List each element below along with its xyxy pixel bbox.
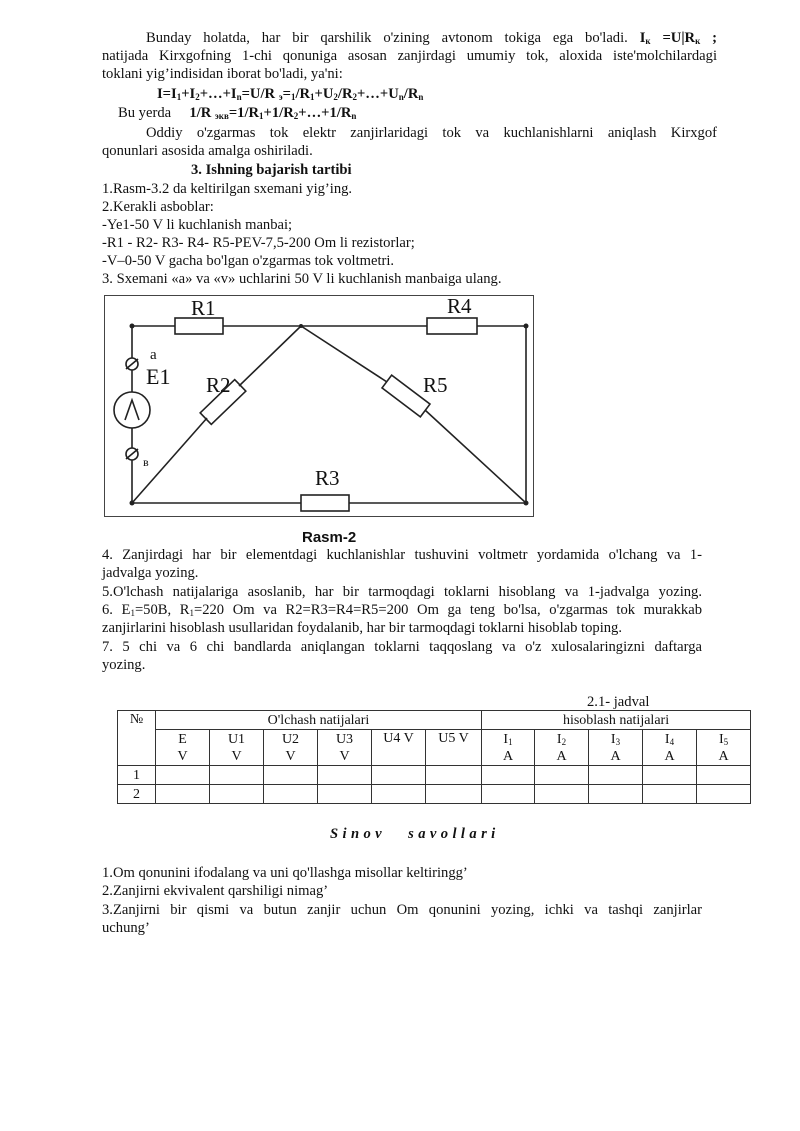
label-r3: R3 [315,466,340,490]
formula-equivalent-resistance: Bu yerda 1/R $_{экв}=1/R_1+1/R_2+\dots+1/R_n$ [118,105,357,121]
table-row [118,766,751,785]
col-header-u5: U5 V [426,730,482,766]
col-header-i3: $I_3$ A [589,730,643,766]
equipment-resistors: -R1 - R2- R3- R4- R5-PEV-7,5-200 Om li rezistorlar; [102,235,415,251]
col-header-i5: $I_5$ A [697,730,751,766]
row-number: 1 [118,766,156,785]
col-header-u2: U2 V [264,730,318,766]
col-number-header: № [118,711,156,766]
resistor-r3 [301,495,349,511]
circuit-svg [105,296,533,516]
intro-line-3: toklani yig’indisidan iborat bo'ladi, ya'ni: [102,66,343,82]
group-calculation-header: hisoblash natijalari [482,711,751,730]
label-b: в [143,455,149,469]
table-label: 2.1- jadval [587,694,650,710]
label-r4: R4 [447,296,472,318]
label-a: a [150,347,157,363]
para2-line-2: qonunlari asosida amalga oshiriladi. [102,143,313,159]
wire-diag-right-upper [301,326,387,382]
label-e1: E1 [146,364,171,389]
row-number: 2 [118,785,156,804]
equipment-source: -Ye1-50 V li kuchlanish manbai; [102,217,293,233]
question-3-line-2: uchung’ [102,920,150,936]
step-1: 1.Rasm-3.2 da keltirilgan sxemani yig’ing. [102,181,353,197]
col-header-i2: $I_2$ A [535,730,589,766]
para2-line-1: Oddiy o'zgarmas tok elektr zanjirlaridagi tok va kuchlanishlarni aniqlash Kirxgof [146,125,717,141]
section-title: 3. Ishning bajarish tartibi [191,162,352,178]
resistor-r4 [427,318,477,334]
step-4-line-2: jadvalga yozing. [102,565,199,581]
source-e1 [114,392,150,428]
test-questions-title: Sinov savollari [330,826,500,842]
wire-diag-right-lower [425,410,526,503]
col-header-u1: U1 V [210,730,264,766]
table-row [118,785,751,804]
label-r1: R1 [191,296,216,320]
step-6-line-1: 6. $E_1=50B$, $R_1=220$ Om va R2=R3=R4=R5=200 Om ga teng bo'lsa, o'zgarmas tok murakkab [102,602,702,618]
col-header-u4: U4 V [372,730,426,766]
col-header-i4: $I_4$ A [643,730,697,766]
intro-text: Bunday holatda, har bir qarshilik o'zining avtonom tokiga ega bo'ladi. [146,30,628,46]
label-r2: R2 [206,373,231,397]
step-4-line-1: 4. Zanjirdagi har bir elementdagi kuchlanishlar tushuvini voltmetr yordamida o'lchang va 1- [102,547,702,563]
step-7-line-1: 7. 5 chi va 6 chi bandlarda aniqlangan toklarni taqqoslang va o'z xulosalaringizni daftarga [102,639,702,655]
source-arrow [125,400,139,420]
col-header-i1: $I_1$ A [482,730,535,766]
step-2: 2.Kerakli asboblar: [102,199,214,215]
col-header-u3: U3 V [318,730,372,766]
step-3: 3. Sxemani «a» va «v» uchlarini 50 V li kuchlanish manbaiga ulang. [102,271,502,287]
resistor-r1 [175,318,223,334]
step-5: 5.O'lchash natijalariga asoslanib, har bir tarmoqdagi toklarni hisoblang va 1-jadvalga yozing. [102,584,702,600]
question-3-line-1: 3.Zanjirni bir qismi va butun zanjir uchun Om qonunini yozing, ichki va tashqi zanjirlar [102,902,702,918]
question-1: 1.Om qonunini ifodalang va uni qo'llashga misollar keltiringg’ [102,865,468,881]
intro-line-2: natijada Kirxgofning 1-chi qonuniga asosan zanjirdagi umumiy tok, aloxida iste'molchilardagi [102,48,717,64]
circuit-diagram [104,295,534,517]
step-6-line-2: zanjirlarini hisoblash usullaridan foydalanib, har bir tarmoqdagi toklarni hisoblab toping. [102,620,622,636]
step-7-line-2: yozing. [102,657,146,673]
question-2: 2.Zanjirni ekvivalent qarshiligi nimag’ [102,883,329,899]
results-table [117,710,751,804]
current-formula: $I_к =U|R_к$ ; [639,30,718,46]
formula-total-current: $I=I_1+I_2+\dots+I_n=U/R$ $_э=_1/R_1+U_2/R_2+\dots+U_n/R_n$ [157,86,424,102]
col-header-e: E V [156,730,210,766]
equipment-voltmeter: -V–0-50 V gacha bo'lgan o'zgarmas tok voltmetri. [102,253,395,269]
group-measurement-header: O'lchash natijalari [156,711,482,730]
label-r5: R5 [423,373,448,397]
wire-diag-left-upper [239,326,301,386]
figure-caption: Rasm-2 [302,529,357,546]
intro-line-1 [146,29,717,47]
